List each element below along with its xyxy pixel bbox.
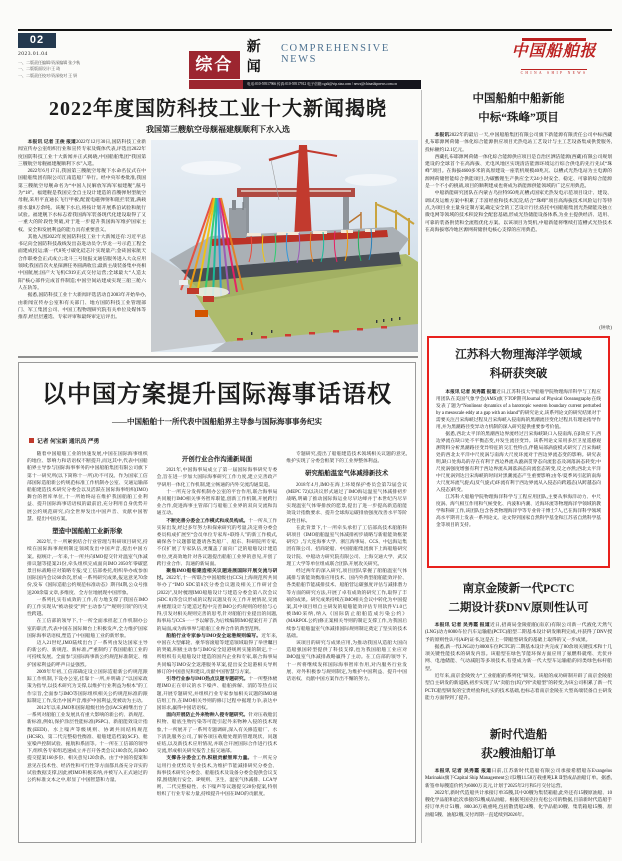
paragraph: 其他入围2022年度国防科技工业十大新闻还有:习近平总书记向全国防科技战线发出奋进动员令;华龙一号示范工程全面建成投运;新一代8英寸碳化硅芯片实现量产;金砖国家航天合作联委会正式成立;北斗三号短报文通信服务进入大众应用领域;我国首次火星探测任务圆满收官;最新主战装备集中亮相中国航展;国产大飞机C919正式交付运营;全球最大“人造太阳”核心部件完成首件制造;中国空间站建成实现三船三舱六人在轨等。 (18, 234, 146, 291)
paragraph: 经过两年的深入研究,项目团队掌握了船舶温室气体减排与新能效衡准应用技术、国内外典型船舶能效评价、各类船舶节能减排技术、船舶营运碳强度评估与减排潜力等方面的研究方法,开展了卓有成效的研究工作,取得了丰硕的成果。研究成果持续在IMO相关会议中转化为中国提案,其中项目组自主研发的船舶能效评估专用软件V1.0已被IMO采纳,纳入《国际防止船舶造成污染公约》(MARPOL公约)修正案相关导则的制定支撑工作,为我国后续参与船舶温室气体减排国际规则制定奠定了坚实的技术基础。 (286, 569, 408, 639)
article2-column-2 (157, 451, 278, 843)
text-block (286, 640, 407, 683)
paragraph: 江苏科大船舶学院物理海洋科学与工程应用团队,主要从事海洋动力、中尺度涡、海气相互作用和气候变化、内波和内潮、近海环流等物理海洋学领域的教学和科研工作,该团队包含各类物理海洋学等专业骨干博士7人,已在海洋科学领域高水平期刊上发表一系列论文。论文得到国家自然科学基金和江苏省自然科学基金等项目的支持。 (436, 495, 601, 528)
text-block (27, 451, 148, 523)
text-block (286, 451, 407, 465)
paragraph: 一系列扎实有成效的工作,有力地支撑了我国在IMO的工作实现从“被动接受”到“主动参与”“规则引领”的历史性跨越。 (27, 597, 148, 618)
text-block (286, 525, 407, 568)
paragraph: 据悉,西北太平洋的黑潮西边界流经过吕宋海峡缺口入侵南海,在β效应下,西边界流在缺口处不平衡态变,并发生流径变异。该系列论文采用多层卫星遥感观测资料分析黑潮路径变异特征的交汇性特点,伴随局部涡旋模式研究了吕宋海峡处的西北太平洋中尺度涡与南海大尺度环流对于西边界流态变的影响。研究表明,缺口处海岛的存在有利于西边界流从漩涡贯穿态向流套态及凋落涡态转变;中尺度涡强度增强有利于西边界流从凋落涡态向流套态转变,反之亦然;西北太平洋中尺度涡到达吕宋海峡的时间对黑潮流态产生重要影响;由冬/夏季风引起的南海大尺度环流气旋式(反气旋式)环流有利于西边界流从入侵态向跨越态(从跨越态向入侵态)转变。 (436, 432, 601, 493)
text-block (286, 470, 407, 477)
section-badge: 综合 (189, 51, 240, 79)
staff-credit-line: 一、二版责任编辑/资深编辑 张少秋 (18, 60, 81, 65)
text-block (286, 568, 407, 640)
right-article2-headline (436, 346, 601, 384)
staff-credits (18, 60, 80, 79)
paragraph: 在工信部的领导下,十一所全面承担起工作机制办公室的职责,代表中国在国际舞台上积极发声,全力维护国家国际海事话语权,塑造了中国船舶工业的新形象。 (27, 619, 148, 639)
masthead (498, 38, 610, 79)
article2-columns (19, 448, 415, 843)
column-subhead: 研究船舶温室气体减排新技术 (305, 470, 389, 478)
text-block (157, 489, 278, 518)
right-article3-body (425, 622, 612, 714)
paragraph: 近年来,南京金陵致力“工业船舶的系列化”研发。该船的成功研制开辟了南京金陵船型自主研发的新道路,初步实现了从“卖船台(坞)”到“卖船型”的转变,为该公司积累了新一代PCTC船型研发的宝贵经验和扎实的技术基础,也标志着南京金陵在大型高端装备自主研发能力方面得到了提升。 (425, 674, 612, 701)
masthead-name: 中国船舶报 (511, 43, 597, 60)
highlighted-article-box (427, 336, 610, 568)
paragraph: 本报讯 记者 王俊 报道2022年12月30日,国防科技工业新闻宣传办公室组织行业和宣传专家及媒体代表,评选出2022年度国防科技工业十大新闻并正式揭晓,中国船舶集团“我国第三艘航空母舰福建舰顺利下水”入选。 (18, 140, 146, 167)
paragraph: 支撑各分委会工作,积极贡献智库力量。十一所充分运用行业优势及专业技术,为维护节能减排研究分委会、海事技术研究分委会、船舶技术及设备分委会提供会议支撑,围绕航行安全、IP规则、卫生、温室气体减排、LCA导则、二代完整稳性、水下噪声等议题提交28份提案,特别组织了行业专家力量,持续提升中国在IMO的贡献度。 (156, 756, 278, 798)
column-subhead: 塑造中国船舶工业新形象 (52, 528, 123, 536)
text-block (27, 528, 148, 535)
vertical-divider (421, 90, 422, 843)
carrier-launch-photo (151, 140, 418, 352)
article2-headline: 以中国方案提升国际海事话语权 (42, 382, 392, 408)
text-block (157, 467, 278, 489)
paragraph: 2012年以来,IMO和国际船级社协会(IACS)相继出台了一系列对船舶工业发展具有重大影响的新公约、新规范、新标准,例如,保护涂层性能标准(PSPC)、新船能效设计指数(EEDI)、水上噪声等级规则、协调共同结构规范(HCSR)、第二代完整稳性衡准、船舶建造档案(SCF)、舱室噪声控制试验、拖航和系固等。十一所在工信部的领导下,组织各专家组迅速成立并召开各类会议100余次,向IMO提交提案160多份、相关意见120余条。由于中国的提案和意见在技术性、经济性和可行性等方面都具备充分详实的试验数据支撑,因此被IMO积极采纳,并被写入正式通过的公约标准文本之中,彰显了中国智慧和力量。 (27, 705, 148, 783)
paragraph: 聚焦IMO船舶建造相关议题进展国际开展交流与研讨。2022年,十一所联合中国船级社(CCS)上海规范所共同举办了“IMO SDC第8次分委会议题及相关工作研讨会(2022)”,及时梳理IMO船舶设计与建造分委会第八次会议(SDC 8)等会议形成的议程议题及有关工作开展情况,交流并梳理设计与建造过程中完善IMO公约规则的经验与心得,引发对相关规则完善的思考,针对船舶行业提出的问题,海事局与CCS一一予以解答,为后续编制IMO提案打开了新的局面,成为海事界与船舶工业界合作的典型范例。 (156, 569, 278, 632)
contact-info: 电话:010-59517966 传真:010-59517912 电子信箱:cgzk@vip.sina.com / news@chinashipnews.com.cn (243, 80, 421, 89)
paragraph: 据悉,国防科技工业十大新闻评选活动自2003年开始举办,由新闻宣传办公室和有关部门、地方国防科技工业管理部门、军工集团公司、中国工程物理研究院有关单位及媒体等推荐,经层层遴选、专家评审和最终审定后评出。 (18, 293, 146, 321)
text-block (157, 676, 278, 712)
right-article4-body (425, 768, 612, 846)
paragraph: 西藏扎布耶源网荷储一体化综合能源供应项目是自治区洒洁能源(西藏)有限公司规划建设的全球首个在高海拔、光电风地区实现清洁能源环境运行综合供电的先行先试“珠峰”项目。在海拔4600多米的高原建设一座装机规模40兆瓦、以槽式光热电站为主电源的源网荷储智能综合供能项目,为碳酸锂生产供应全天24小时安全、稳定、可靠的综合能源是一个不小的挑战,项目的顺利建成也将成为新能源供能领域的广泛应用典范。 (425, 154, 612, 190)
headline-line: 获2艘油船订单 (481, 748, 556, 760)
text-block (157, 633, 278, 676)
masthead-bar (522, 38, 586, 41)
article2-column-3 (286, 451, 407, 843)
paragraph: 引导行业参与IMO热点议题专题研究。十一所整体梳理IMO正在审议的水下噪声、船舶拆解、消防等热点议题,开展专题研究,并组织行业专家参加相关议题的IMO通信组工作,在IMO相关导则的修订过程中据理力争,表达中国诉求,赢得中国话语权。 (156, 677, 278, 711)
article2-subtitle: ——中国船舶十一所代表中国船舶界主导参与国际海事事务纪实 (112, 417, 322, 426)
headline-line: 新时代造船 (489, 729, 548, 741)
paragraph: 随着中国船舶工业的快速发展,中国在国际海事组织的地位、影响力和话语权不断提升,而这其中,代表中国船舶界主导参与国际海事事务的中国船舶集团有限公司旗下第十一研究所(以下简称十一所)功不可没。作为国家工信部国际造船新公约规范标准工作机制办公室、交通运输部船舶建造技术研究分委会以及活跃在国际海事组织(IMO)舞台的智库单位,十一所始终站在维护我国船舶工业利益、提升国际海事话语权的最前沿,充分利用自身优势开展公约规范研究,向全世界发出中国声音、贡献中国智慧、提出中国方案。 (27, 452, 148, 522)
top-rule (18, 29, 612, 31)
text-block (27, 640, 148, 669)
paragraph: 船舶行业专家参与IMO安全返港规则编写。近年来,中国在大型邮轮、豪华客滚船等建造领域取得了举世瞩目的突破,积极主动参与IMO安全返港规则实施的制定,十一所组织有关船舶设计建造的国内企业和专家,联合海事局共同编写IMO安全返港服务草案,提出安全返港相关导则修订的中国意见和建议,贡献中国智慧与方案。 (156, 633, 278, 675)
page-number: 02 (18, 33, 56, 48)
paragraph: 据悉,新一代LNG动力8000车位PCTC的二期基本设计共完成了80余项关键技术和十几项关键性能技术的研发内容。该船型在绿色节能环保方面应用了氨燃料就绪、光伏并网、电池储能、气动减阻等多项技术,有望成为新一代大型车运输船的同类绿色标杆船型。 (425, 644, 612, 672)
right-article1-headline (425, 90, 612, 128)
contact-bar-red-segment (189, 80, 243, 89)
right-article1-body (425, 132, 612, 324)
contact-bar (189, 80, 421, 89)
section-banner (189, 36, 421, 89)
paragraph: 2021年,中国海事局成立了第一届国际海事研究专委会,旨在进一步加大国际海事研究工作力度,建立完善政产学研用一体化工作机制,建立畅通的内外交流沟通渠道。 (156, 468, 278, 488)
text-block (157, 755, 278, 798)
byline-text: 记者 何宝新 通讯员 严勇 (37, 439, 100, 445)
paragraph: 2022年,新时代造船共计承接订单35艘,其中20艘为集装箱船,此外还有15艘原油船、10艘化学品船和此次承接的2艘成品油船。根据英国克拉克松公司的数据,目前新时代造船手持订单共计51艘、800.36万载重吨,包括散货船24艘、化学品船10艘、集装箱船15艘、原油船5艘、油船2艘,交付周期一直延续到2026年。 (425, 790, 612, 818)
headline-line: 科研获突破 (489, 368, 548, 380)
masthead-english: CHINA SHIP NEWS (520, 71, 588, 75)
headline-line: 江苏科大物理海洋学领域 (455, 349, 582, 361)
text-block (27, 669, 148, 705)
paragraph: 本报讯 记者 吴秀霞 报道日前,江苏新时代造船有限公司承接希腊船东Evangelos Marinakis旗下Capital Ship Management公司2艘11.58万载重吨LR Ⅱ型成品油船订单。据悉,新签单每艘造价约为6000万美元,计划于2025年2月和5月交付运营。 (425, 769, 612, 789)
paragraph: 迈入21世纪,IMO陆续出台了一系列由发达国家主导的新公约、新规范、新标准,严重制约了我国船舶工业的可持续发展。全面参与国际海事新公约规范标准制定、维护国家利益的呼声日益强烈。 (27, 641, 148, 668)
headline-line: 中标“珠峰”项目 (478, 112, 559, 124)
paragraph: 本报讯 记者 吴秀霞 报道近日,招商局金陵船舶(南京)有限公司新一代液化天然气(LNG)动力8000车位汽车运输船(PCTC)船型二期基本设计研发顺利完成,并获得了DNV授予的原则性认可(AiP)证书,这是在上一期船型研发的基础上取得的又一步成果。 (425, 623, 612, 643)
paragraph: 专题研究,提出了船舶建造技术领域相关议题的意见,维护实现了分委会框架下的工业界整体利益。 (286, 452, 408, 465)
headline-line: 中国船舶中船新能 (472, 93, 565, 105)
text-block (157, 568, 278, 633)
staff-credit-line: 一、二版版面设计/王 琦 (18, 66, 61, 72)
paragraph: 2018年4月,IMO在海上环境保护委员会第72届会议(MEPC 72)以决议形式通过了IMO海运温室气体减排初步战略,明确了推动国际海运业尽早达峰并于本世纪内尽早实现温室气体零排放的愿景,提出了进一步提高新造船能效设计指数要求、提升全球海运碳排放强度改善水平等阶段性目标。 (286, 482, 408, 524)
text-block (27, 539, 148, 597)
text-block (157, 456, 278, 463)
text-block (286, 482, 407, 525)
article2-box (18, 362, 416, 843)
article2-byline (29, 436, 405, 445)
paragraph: 面向开展防止外来物种入侵专题研究。针对压载舱沉积物、船底生物污染等可能引起外来物种入侵的技术现象,十一所展开了一系列专题调研,深入有关修造船厂、水下清洗服务公司,了解各项压载舱处理的管理现状、问题症结,以及新技术应用情况,并联合开展国际合作进行技术交流,形成相关研究报告上报交通部。 (156, 713, 278, 755)
photo-illustration (151, 140, 418, 352)
right-article2-body (436, 389, 601, 561)
article2-column-1 (27, 451, 148, 843)
paragraph: 2009年年初,工信部确定设立国际造船新公约规范跟踪工作机制,下设办公室,挂靠十一所,并明确了“以国家政策为指导,以技术研究为支撑,以维护行业利益为根本”的工作宗旨,全面参与IMO等国际组织相关公约规范标准的跟踪制定工作,发出中国声音,维护中国利益,变被动为主动。 (27, 669, 148, 704)
paragraph: 2022年6月17日,我国第三艘航空母舰下水命名仪式在中国船舶集团有限公司江南造船厂举行。经中央军委批准,我国第三艘航空母舰命名为“中国人民解放军海军福建舰”,舷号为“18”。福建舰是我国完全自主设计建造的首艘弹射型航空母舰,采用平直通长飞行甲板,配置电磁弹射和阻拦装置,满载排水量8万余吨。该舰下水后,将按计划开展系泊试验和航行试验。福建舰下水标志着我国海军装备现代化建设取得了又一重大的阶段性突破,对于进一步提升我国海军维护国家主权、安全和发展利益的能力具有重要意义。 (18, 169, 146, 233)
headline-line: 二期设计获DNV原则性认可 (448, 602, 589, 614)
paragraph: 本报讯2022年的最后一天,中国船舶集团有限公司旗下新能源有限责任公司中标西藏扎布耶源网荷储一体化综合能源供应项目光热电站工艺设计与主工艺设备集成供货服务,投标额约12.1亿元。 (425, 133, 612, 153)
right-article4-headline (425, 726, 612, 764)
paragraph: 十一所充分发挥机制办公室的平台作用,联合海事局共同履行IMO相关事务智库职能,创新工作机制,开展跨行业合作,促进海事主管部门与船舶工业界的双向交流和沟通互动。 (156, 489, 278, 517)
text-block (157, 518, 278, 568)
article1-headline: 2022年度国防科技工业十大新闻揭晓 (49, 98, 387, 120)
article1-subtitle: 我国第三艘航空母舰福建舰顺利下水入选 (146, 125, 290, 134)
headline-line: 南京金陵新一代PCTC (462, 583, 575, 595)
paragraph: 中船新能研究团队在内蒙古乌拉特950兆瓦槽式国家光热发电示范项目设计、建设、调试及运维方案中积累了丰富经验和技术沉淀,结合“珠峰”项目高海拔技术风险运行等特点,为项目业主量身定制方案,确定安全的工艺设计行径;依托中国船舶集团光热储能及独立微电网等领域的技术积淀和全配套基础,形成光热储能设备体系,为业主提供经济、适用、可靠的装备供货和全流程优化方案。以该项目为契机,中船新能将继续打造槽式光热技术在高海拔寒冷地区源网荷储供电核心支撑的应用典范。 (425, 191, 612, 233)
section-english: COMPREHENSIVE NEWS (280, 43, 390, 65)
text-block (27, 618, 148, 640)
article-divider (18, 356, 418, 358)
article1-body (18, 139, 146, 353)
right-article3-headline (425, 580, 612, 618)
paragraph: 该项目的研究与成果应用,为推动我国从造船大国向造船强国转型提供了科技支撑,也为我国船舶工业应对IMO温室气体减排战略赢得了主动。在工信部的领导下,十一所将继续发挥国际海事智库作用,对内服务行业发展、对外积极参与规则制定,为维护中国利益、提升中国话语权、贡献中国方案作出不懈的努力。 (286, 641, 408, 683)
right-article1-signature: (钟欣) (599, 326, 612, 331)
paragraph: 本报讯 记者 吴秀霞 报道近日,江苏科技大学船舶学院物理海洋科学与工程应用团队在美国气象学会(AMS)旗下TOP期刊Journal of Physical Oceanography在线发表了题为“Nonlinear dynamics of a barotropic western boundary current perturbed by a mesoscale eddy at a gap with an island”的研究论文,该系列论文的研究结果对于需要关注吕宋海峡过程及吕宋海峡入侵南海的黑潮流径变化过程具有理论指导作用,并为黑潮路径变异动力机制的深入研究提供重要参考价值。 (436, 390, 601, 430)
issue-date: 2023.01.04 (18, 51, 48, 57)
paragraph: 在此背景下,十一所牵头承担了工信部高技术船舶科研项目《IMO船舶温室气体减排初步战略与新船能效框架研究》,与大连海事大学、浙江海事局、CCS、中远海运集团有限公司、招商轮船、中国船舶集团旗下上海船舶研究设计院、中船动力研究院有限公司、上海交通大学、武汉理工大学等单位组成联合团队开展攻关研究。 (286, 525, 408, 567)
byline-red-square (29, 438, 34, 443)
staff-credit-line: 一、二版责任校对/资深校对 王 妍 (18, 72, 78, 78)
column-subhead: 开创行业合作沟通新局面 (181, 456, 253, 463)
text-block (157, 712, 278, 755)
paragraph: 2022年,十一所紧密结合行业管理与科研项目研究,持续在国际海事规则制定领域发出中国声音,提出中国方案。据统计,一年来,十一所共向IMO提交针对温室气体减排议题等提案21份,牵头组织完成面向IMO 2050年零碳愿景目标战略应对策略专报;受工信部委托,组织举办或参加国际国内会议60余次,形成一系列研究成果,报送意见70余份,发布《国际造船公约规范标准动态》期刊4期,公众号推送200余篇文章,多维度、全方位地展现中国形象。 (27, 540, 148, 596)
section-subtitle: 新闻 (246, 40, 262, 75)
text-block (27, 597, 148, 619)
text-block (27, 705, 148, 784)
paragraph: 不断完善分委会工作模式和成员构成。十一所从工作实际出发,经过多年努力和探索研究的考量,决定将分委会委员构成扩展至“会员单位专家库+联络人”的新工作模式,确保各个议题都能邀请各类船厂、船东、科研院所专家,不仅扩展了专家队伍,更覆盖了面向广泛的船舶设计建造单位,更高效地针对各议题提出船舶工业界的意见,开创了跨行业合作、沟通的新局面。 (156, 518, 278, 567)
